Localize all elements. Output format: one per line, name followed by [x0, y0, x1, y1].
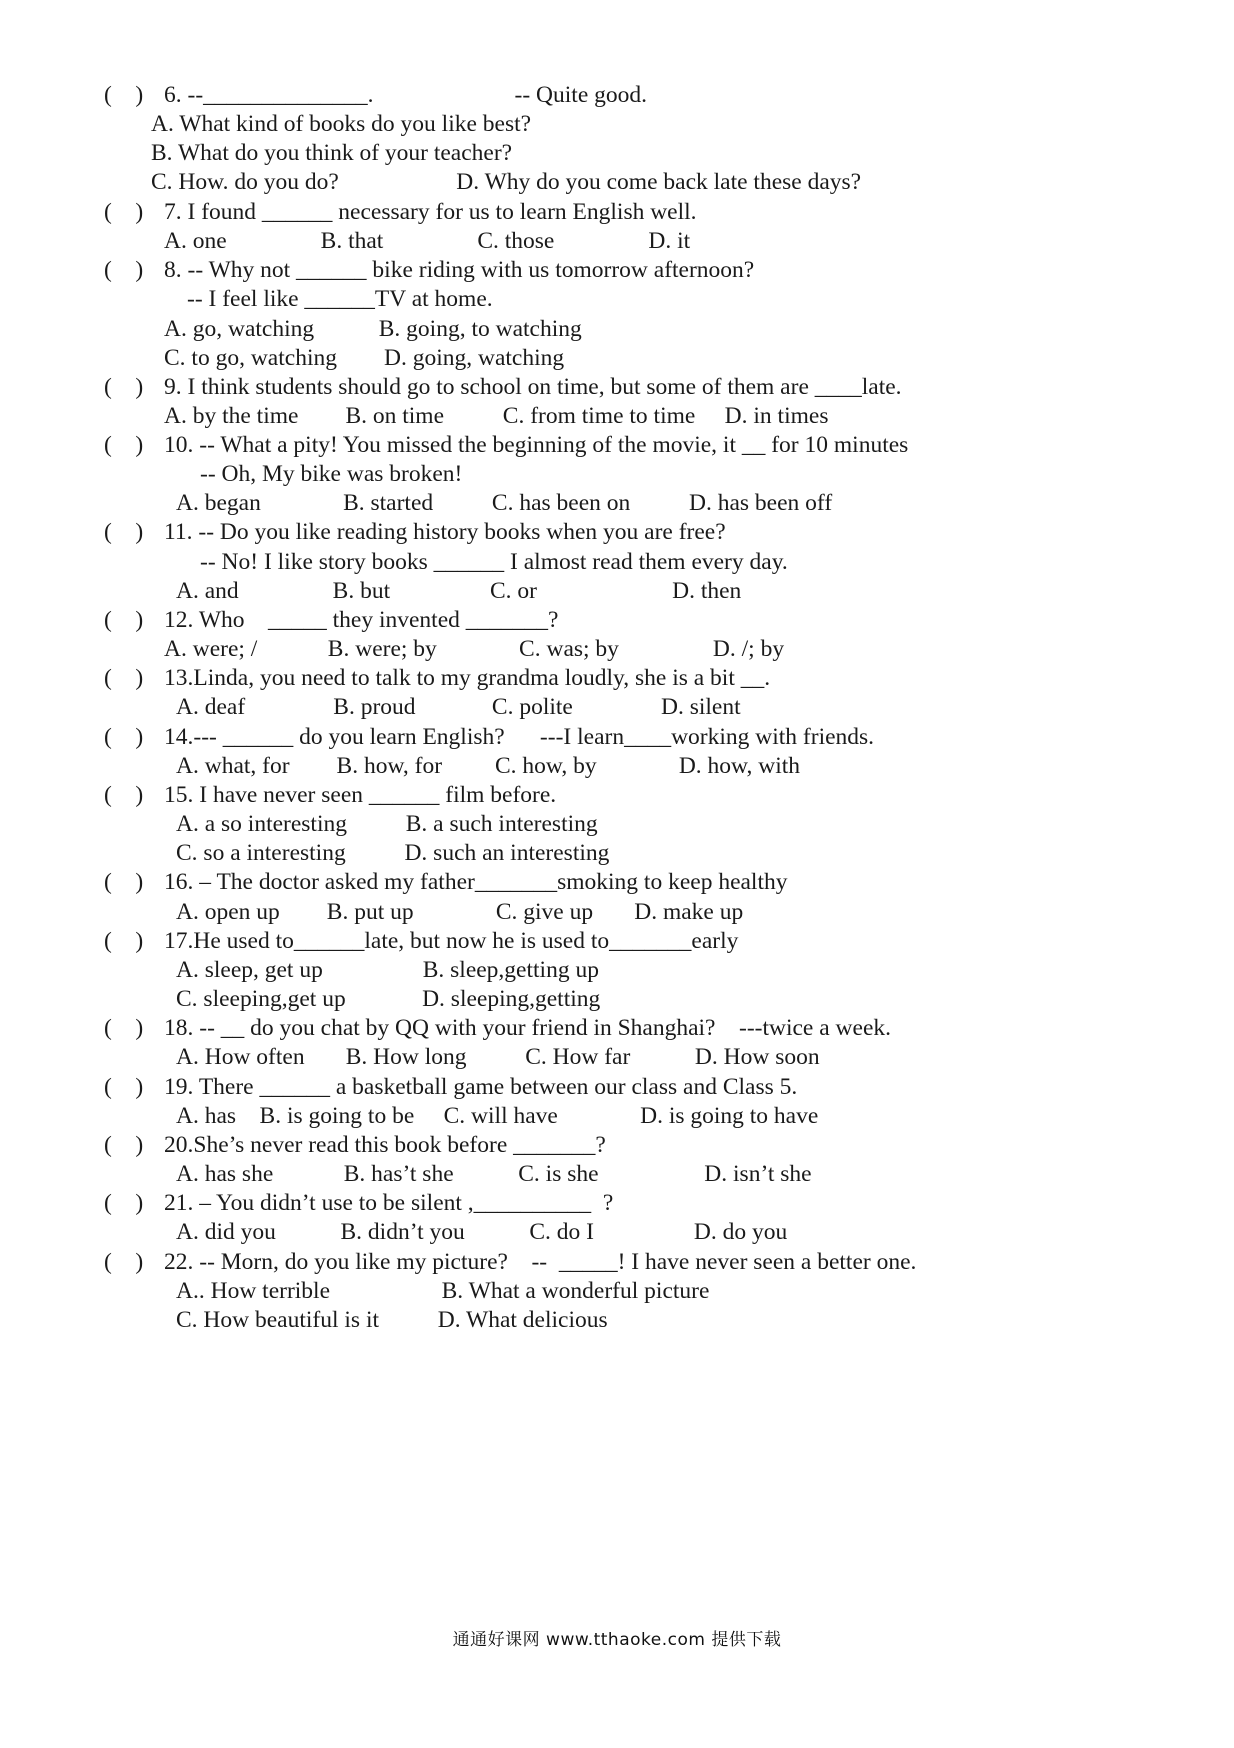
question-11-options: A. and B. but C. or D. then: [176, 578, 742, 604]
question-15-options: C. so a interesting D. such an interesting: [176, 840, 610, 866]
question-18-options: A. How often B. How long C. How far D. How soon: [176, 1044, 820, 1070]
answer-bracket: ( ): [104, 82, 144, 108]
question-22-stem: 22. -- Morn, do you like my picture? -- _____! I have never seen a better one.: [164, 1249, 917, 1275]
question-6-option: B. What do you think of your teacher?: [151, 140, 513, 166]
answer-bracket: ( ): [104, 519, 144, 545]
question-15-stem: 15. I have never seen ______ film before.: [164, 782, 557, 808]
answer-bracket: ( ): [104, 869, 144, 895]
question-14-options: A. what, for B. how, for C. how, by D. how, with: [176, 753, 801, 779]
question-19-stem: 19. There ______ a basketball game between our class and Class 5.: [164, 1074, 798, 1100]
question-8-stem-reply: -- I feel like ______TV at home.: [187, 286, 493, 312]
answer-bracket: ( ): [104, 1249, 144, 1275]
question-17-options: A. sleep, get up B. sleep,getting up: [176, 957, 599, 983]
question-10-stem-reply: -- Oh, My bike was broken!: [200, 461, 463, 487]
question-17-options: C. sleeping,get up D. sleeping,getting: [176, 986, 601, 1012]
question-16-stem: 16. – The doctor asked my father_______smoking to keep healthy: [164, 869, 788, 895]
question-8-stem: 8. -- Why not ______ bike riding with us tomorrow afternoon?: [164, 257, 755, 283]
answer-bracket: ( ): [104, 432, 144, 458]
answer-bracket: ( ): [104, 665, 144, 691]
question-10-stem: 10. -- What a pity! You missed the beginning of the movie, it __ for 10 minutes: [164, 432, 909, 458]
question-22-options: A.. How terrible B. What a wonderful picture: [176, 1278, 710, 1304]
answer-bracket: ( ): [104, 199, 144, 225]
question-10-options: A. began B. started C. has been on D. has been off: [176, 490, 833, 516]
question-7-stem: 7. I found ______ necessary for us to learn English well.: [164, 199, 697, 225]
question-8-options: A. go, watching B. going, to watching: [164, 316, 582, 342]
answer-bracket: ( ): [104, 1074, 144, 1100]
question-6-option: A. What kind of books do you like best?: [151, 111, 532, 137]
question-20-options: A. has she B. has’t she C. is she D. isn’t she: [176, 1161, 812, 1187]
question-9-options: A. by the time B. on time C. from time to time D. in times: [164, 403, 829, 429]
question-18-stem: 18. -- __ do you chat by QQ with your friend in Shanghai? ---twice a week.: [164, 1015, 891, 1041]
question-13-options: A. deaf B. proud C. polite D. silent: [176, 694, 741, 720]
answer-bracket: ( ): [104, 1190, 144, 1216]
question-6-option: C. How. do you do? D. Why do you come back late these days?: [151, 169, 862, 195]
answer-bracket: ( ): [104, 724, 144, 750]
question-8-options: C. to go, watching D. going, watching: [164, 345, 565, 371]
question-21-options: A. did you B. didn’t you C. do I D. do you: [176, 1219, 788, 1245]
question-15-options: A. a so interesting B. a such interesting: [176, 811, 598, 837]
answer-bracket: ( ): [104, 782, 144, 808]
question-13-stem: 13.Linda, you need to talk to my grandma loudly, she is a bit __.: [164, 665, 771, 691]
answer-bracket: ( ): [104, 257, 144, 283]
question-12-stem: 12. Who _____ they invented _______?: [164, 607, 559, 633]
question-12-options: A. were; / B. were; by C. was; by D. /; by: [164, 636, 785, 662]
question-6-stem: 6. --______________. -- Quite good.: [164, 82, 648, 108]
question-22-options: C. How beautiful is it D. What delicious: [176, 1307, 608, 1333]
question-20-stem: 20.She’s never read this book before _______?: [164, 1132, 606, 1158]
question-11-stem-reply: -- No! I like story books ______ I almost read them every day.: [200, 549, 788, 575]
answer-bracket: ( ): [104, 374, 144, 400]
footer-download-note: 通通好课网 www.tthaoke.com 提供下载: [452, 1630, 782, 1650]
question-17-stem: 17.He used to______late, but now he is used to_______early: [164, 928, 739, 954]
question-14-stem: 14.--- ______ do you learn English? ---I learn____working with friends.: [164, 724, 875, 750]
question-19-options: A. has B. is going to be C. will have D. is going to have: [176, 1103, 819, 1129]
answer-bracket: ( ): [104, 928, 144, 954]
question-21-stem: 21. – You didn’t use to be silent ,__________ ?: [164, 1190, 614, 1216]
question-7-options: A. one B. that C. those D. it: [164, 228, 691, 254]
answer-bracket: ( ): [104, 1015, 144, 1041]
question-9-stem: 9. I think students should go to school on time, but some of them are ____late.: [164, 374, 902, 400]
answer-bracket: ( ): [104, 607, 144, 633]
question-11-stem: 11. -- Do you like reading history books when you are free?: [164, 519, 726, 545]
question-16-options: A. open up B. put up C. give up D. make up: [176, 899, 744, 925]
answer-bracket: ( ): [104, 1132, 144, 1158]
